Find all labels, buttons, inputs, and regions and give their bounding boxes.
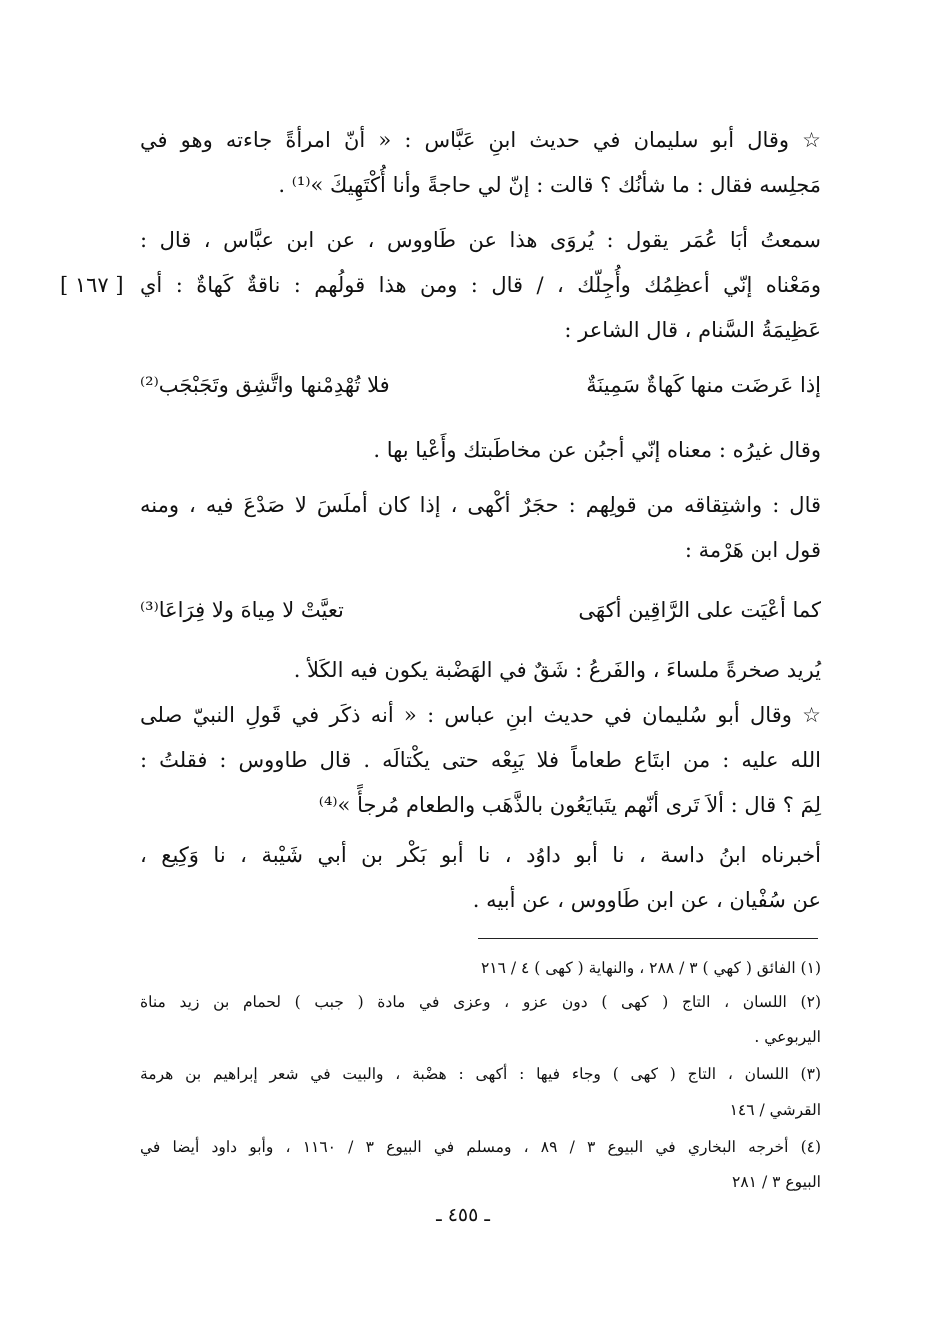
body-line-11: الله عليه : من ابتَاع طعاماً فلا يَبِعْه حتى يكْتالَه . قال طاووس : فقلتُ : <box>140 748 821 772</box>
body-line-7: قال : واشتِقاقه من قولِهم : حجَرٌ أكْهى ، إذا كان أملَسَ لا صَدْعَ فيه ، ومنه <box>140 493 821 517</box>
body-line-9: يُريد صخرةً ملساءَ ، والفَرعُ : شَقٌ في الهَضْبة يكون فيه الكَلأ . <box>293 658 821 682</box>
footnote-4-continuation: البيوع ٣ / ٢٨١ <box>732 1173 821 1191</box>
footnote-4: (٤) أخرجه البخاري في البيوع ٣ / ٨٩ ، ومسلم في البيوع ٣ / ١١٦٠ ، وأبو داود أيضا في <box>140 1138 822 1156</box>
body-line-5: عَظِيمَةُ السَّنام ، قال الشاعر : <box>564 318 821 342</box>
body-line-3: سمعتُ أبَا عُمَر يقول : يُروَى هذا عن طَاووس ، عن ابن عبَّاس ، قال : <box>140 228 821 252</box>
body-line-10: ☆ وقال أبو سُليمان في حديث ابنِ عباس : « أنه ذكَر في قَولِ النبيّ صلى <box>140 703 821 727</box>
body-line-14: عن سُفْيان ، عن ابن طَاووس ، عن أبيه . <box>472 888 821 912</box>
manuscript-folio-marker: [ ١٦٧ ] <box>60 273 124 297</box>
footnote-2-continuation: اليربوعي . <box>754 1028 821 1046</box>
body-line-4: ومَعْناه إنّي أعظِمُك وأُجِلّك ، / قال : ومن هذا قولُهم : ناقةٌ كَهاةٌ : أي <box>140 273 821 297</box>
footnote-3-continuation: القرشي / ١٤٦ <box>729 1101 821 1119</box>
footnote-3: (٣) اللسان ، التاج ( كهى ) وجاء فيها : أكهى : هضْبة ، والبيت في شعر إبراهيم بن هرمة <box>140 1065 821 1083</box>
verse-1-first-hemistich: إذا عَرضَت منها كَهاةٌ سَمِينَةٌ <box>586 373 821 397</box>
verse-2-first-hemistich: كما أعْيَت على الرَّاقِين أكهَى <box>578 598 821 622</box>
body-line-2: مَجلِسه فقال : ما شأنُك ؟ قالت : إنّ لي حاجةً وأنا أُكْتَهِيكَ »⁽¹⁾ . <box>278 173 821 197</box>
body-line-1: ☆ وقال أبو سليمان في حديث ابنِ عَبَّاس : « أنّ امرأةً جاءته وهو في <box>140 128 821 152</box>
footnote-1: (١) الفائق ( كهي ) ٣ / ٢٨٨ ، والنهاية ( كهى ) ٤ / ٢١٦ <box>480 959 821 977</box>
body-line-12: لِمَ ؟ قال : ألاَ تَرى أنّهم يتَبايَعُون بالذَّهَب والطعام مُرجأً »⁽⁴⁾ <box>318 793 821 817</box>
footnote-2: (٢) اللسان ، التاج ( كهى ) دون عزو ، وعزى في مادة ( جبب ) لحمام بن زيد مناة <box>140 993 821 1011</box>
verse-2-second-hemistich: تعيَّتْ لا مِياهَ ولا فِرَاعَا⁽³⁾ <box>140 598 344 622</box>
body-line-6: وقال غيرُه : معناه إنّي أجبُن عن مخاطَبتك وأَعْيا بها . <box>373 438 821 462</box>
body-line-13: أخبرناه ابنُ داسة ، نا أبو داوُد ، نا أبو بَكْر بن أبي شَيْبة ، نا وَكِيع ، <box>140 843 822 867</box>
footnote-separator <box>478 938 818 939</box>
page-number: ـ ٤٥٥ ـ <box>436 1204 490 1226</box>
body-line-8: قول ابن هَرْمة : <box>684 538 821 562</box>
verse-1-second-hemistich: فلا تُهْدِمْنها واتَّشِق وتَجَبْجَب⁽²⁾ <box>140 373 390 397</box>
